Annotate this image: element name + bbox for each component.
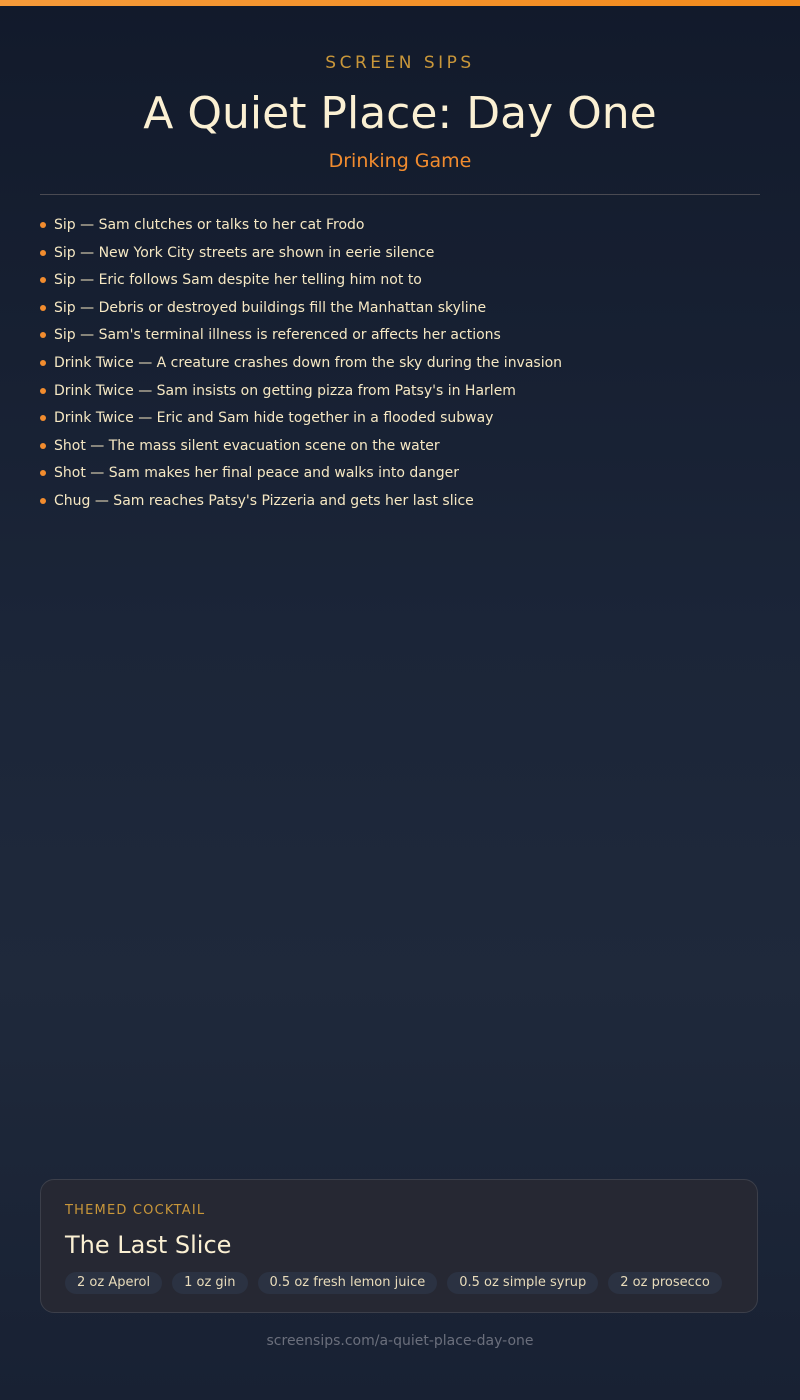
bullet-dot-icon bbox=[40, 250, 46, 256]
page-header bbox=[0, 52, 800, 174]
cocktail-label: THEMED COCKTAIL bbox=[65, 1203, 206, 1218]
rule-text: Drink Twice — A creature crashes down from the sky during the invasion bbox=[54, 354, 563, 371]
ingredient-chip: 2 oz prosecco bbox=[608, 1272, 722, 1294]
rule-item bbox=[40, 378, 760, 406]
bullet-dot-icon bbox=[40, 498, 46, 504]
rule-item bbox=[40, 433, 760, 461]
brand-name: SCREEN SIPS bbox=[325, 53, 475, 73]
bullet-dot-icon bbox=[40, 360, 46, 366]
rule-text: Sip — Eric follows Sam despite her telling him not to bbox=[54, 272, 422, 289]
bullet-dot-icon bbox=[40, 277, 46, 283]
ingredient-chip: 0.5 oz simple syrup bbox=[447, 1272, 598, 1294]
ingredient-chip: 1 oz gin bbox=[172, 1272, 247, 1294]
header-divider bbox=[40, 194, 760, 195]
rule-text: Shot — Sam makes her final peace and walks into danger bbox=[54, 465, 460, 482]
ingredient-chip: 0.5 oz fresh lemon juice bbox=[258, 1272, 438, 1294]
rule-item bbox=[40, 460, 760, 488]
rule-item bbox=[40, 488, 760, 516]
rule-text: Drink Twice — Sam insists on getting pizza from Patsy's in Harlem bbox=[54, 382, 516, 399]
bullet-dot-icon bbox=[40, 388, 46, 394]
cocktail-name: The Last Slice bbox=[65, 1231, 232, 1259]
ingredient-list bbox=[65, 1272, 733, 1294]
rule-text: Chug — Sam reaches Patsy's Pizzeria and gets her last slice bbox=[54, 492, 474, 509]
bullet-dot-icon bbox=[40, 222, 46, 228]
rule-text: Sip — Debris or destroyed buildings fill the Manhattan skyline bbox=[54, 299, 487, 316]
rule-text: Sip — Sam clutches or talks to her cat Frodo bbox=[54, 217, 365, 233]
footer-url: screensips.com/a-quiet-place-day-one bbox=[266, 1333, 534, 1349]
top-accent-bar bbox=[0, 0, 800, 6]
rule-item bbox=[40, 267, 760, 295]
bullet-dot-icon bbox=[40, 305, 46, 311]
rule-item bbox=[40, 240, 760, 268]
rule-text: Sip — Sam's terminal illness is referenced or affects her actions bbox=[54, 327, 501, 344]
bullet-dot-icon bbox=[40, 415, 46, 421]
rule-text: Sip — New York City streets are shown in eerie silence bbox=[54, 244, 435, 261]
rule-item bbox=[40, 350, 760, 378]
cocktail-card bbox=[40, 1179, 758, 1313]
bullet-dot-icon bbox=[40, 443, 46, 449]
rule-item bbox=[40, 295, 760, 323]
page-title: A Quiet Place: Day One bbox=[143, 88, 657, 139]
rule-item bbox=[40, 322, 760, 350]
rule-text: Drink Twice — Eric and Sam hide together in a flooded subway bbox=[54, 410, 494, 427]
ingredient-chip: 2 oz Aperol bbox=[65, 1272, 162, 1294]
rule-item bbox=[40, 405, 760, 433]
bullet-dot-icon bbox=[40, 470, 46, 476]
bullet-dot-icon bbox=[40, 332, 46, 338]
page-subtitle: Drinking Game bbox=[328, 150, 472, 172]
rule-text: Shot — The mass silent evacuation scene on the water bbox=[54, 437, 440, 454]
rules-list bbox=[40, 212, 760, 516]
rule-item bbox=[40, 212, 760, 240]
